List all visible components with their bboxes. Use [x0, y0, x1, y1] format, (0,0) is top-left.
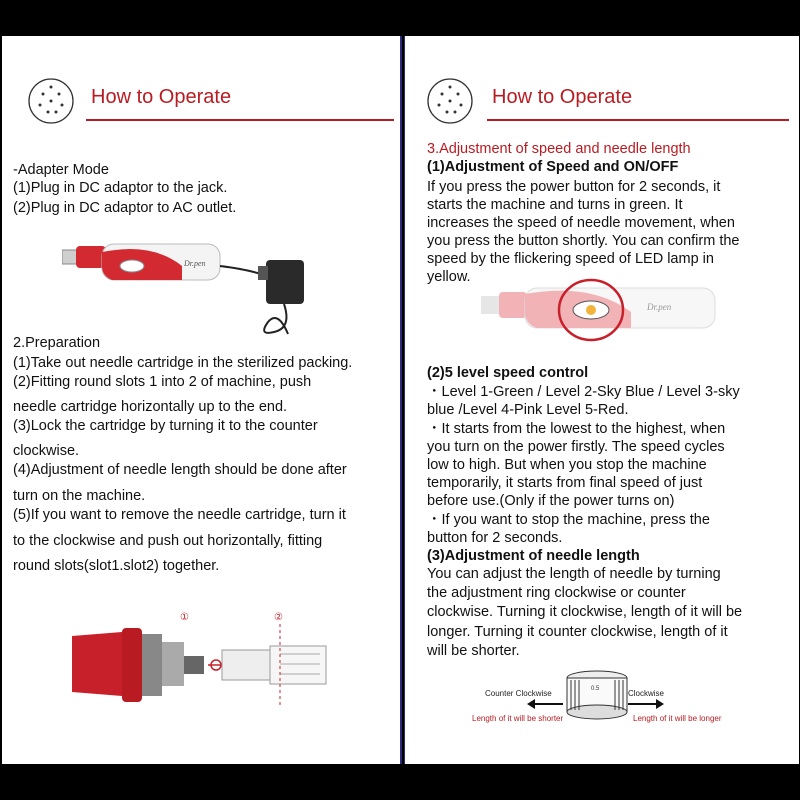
needle-length-line: the adjustment ring clockwise or counter	[427, 585, 686, 601]
adapter-line: (1)Plug in DC adaptor to the jack.	[13, 180, 228, 196]
cartridge-slot-diagram	[62, 606, 342, 716]
speed-onoff-line: yellow.	[427, 269, 471, 285]
level-control-heading: (2)5 level speed control	[427, 365, 589, 381]
left-title-underline	[86, 119, 394, 121]
preparation-line: needle cartridge horizontally up to the end.	[13, 399, 288, 415]
needle-dot-logo-icon	[26, 76, 76, 126]
needle-length-line: clockwise. Turning it clockwise, length of it will be	[427, 604, 743, 620]
level-control-line: low to high. But when you stop the machine	[427, 457, 707, 473]
level-control-line: ・Level 1-Green / Level 2-Sky Blue / Level 3-sky	[427, 384, 740, 400]
left-arrow-icon	[527, 698, 563, 710]
preparation-line: (5)If you want to remove the needle cartridge, turn it	[13, 507, 346, 523]
preparation-line: (4)Adjustment of needle length should be done after	[13, 462, 347, 478]
needle-length-line: will be shorter.	[427, 643, 520, 659]
ring-mark: 0.5	[591, 686, 600, 692]
speed-onoff-line: you press the button shortly. You can confirm the	[427, 233, 740, 249]
level-control-line: temporarily, it starts from final speed of just	[427, 475, 703, 491]
preparation-line: (2)Fitting round slots 1 into 2 of machine, push	[13, 374, 312, 390]
slot-label-1: ①	[180, 612, 189, 623]
top-black-bar	[0, 0, 800, 34]
level-control-line: ・If you want to stop the machine, press the	[427, 512, 710, 528]
preparation-line: (1)Take out needle cartridge in the sterilized packing.	[13, 355, 353, 371]
counter-clockwise-label: Counter Clockwise	[485, 689, 552, 698]
needle-length-line: longer. Turning it counter clockwise, length of it	[427, 624, 728, 640]
adapter-heading: -Adapter Mode	[13, 162, 109, 178]
left-page-title: How to Operate	[91, 86, 232, 108]
level-control-line: blue /Level 4-Pink Level 5-Red.	[427, 402, 629, 418]
right-title-underline	[487, 119, 789, 121]
needle-dot-logo-icon	[425, 76, 475, 126]
needle-length-heading: (3)Adjustment of needle length	[427, 548, 640, 564]
preparation-heading: 2.Preparation	[13, 335, 101, 351]
right-page-title: How to Operate	[492, 86, 633, 108]
counter-clockwise-result: Length of it will be shorter	[472, 714, 564, 723]
adjustment-ring-image	[565, 670, 629, 722]
needle-length-line: You can adjust the length of needle by turning	[427, 566, 721, 582]
pen-led-image	[481, 272, 721, 348]
speed-onoff-line: speed by the flickering speed of LED lamp in	[427, 251, 714, 267]
level-control-line: before use.(Only if the power turns on)	[427, 493, 675, 509]
adapter-line: (2)Plug in DC adaptor to AC outlet.	[13, 200, 237, 216]
preparation-line: to the clockwise and push out horizontally, fitting	[13, 533, 323, 549]
bottom-black-bar	[0, 766, 800, 800]
clockwise-label: Clockwise	[628, 689, 665, 698]
left-page	[2, 36, 402, 764]
pen-brand-text: Dr.pen	[184, 259, 206, 268]
right-arrow-icon	[628, 698, 664, 710]
section-title: 3.Adjustment of speed and needle length	[427, 141, 691, 157]
clockwise-result: Length of it will be longer	[633, 714, 722, 723]
preparation-line: turn on the machine.	[13, 488, 146, 504]
level-control-line: you turn on the power firstly. The speed cycles	[427, 439, 725, 455]
pen-with-adapter-image	[62, 236, 322, 346]
speed-onoff-heading: (1)Adjustment of Speed and ON/OFF	[427, 159, 679, 175]
preparation-line: (3)Lock the cartridge by turning it to the counter	[13, 418, 318, 434]
right-page	[404, 36, 799, 764]
slot-label-2: ②	[274, 612, 283, 623]
level-control-line: ・It starts from the lowest to the highest, when	[427, 421, 726, 437]
speed-onoff-line: starts the machine and turns in green. It	[427, 197, 683, 213]
speed-onoff-line: increases the speed of needle movement, when	[427, 215, 735, 231]
level-control-line: button for 2 seconds.	[427, 530, 563, 546]
preparation-line: clockwise.	[13, 443, 80, 459]
pen-brand-text: Dr.pen	[647, 302, 672, 312]
preparation-line: round slots(slot1.slot2) together.	[13, 558, 220, 574]
speed-onoff-line: If you press the power button for 2 seconds, it	[427, 179, 721, 195]
